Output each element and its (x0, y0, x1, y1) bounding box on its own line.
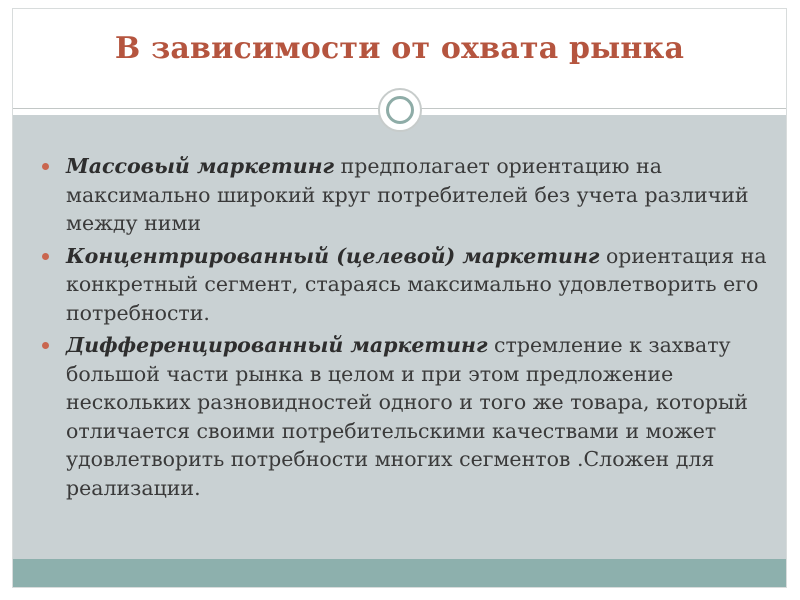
bullet-dot-icon (42, 253, 49, 260)
bullet-item-mass-marketing (38, 152, 768, 238)
bullet-text: предполагает ориентацию на максимально широкий круг потребителей без учета различий между ними (66, 154, 749, 235)
bullet-dot-icon (42, 163, 49, 170)
footer-bar (13, 559, 786, 587)
bullet-text: ориентация на конкретный сегмент, стараясь максимально удовлетворить его потребности. (66, 243, 767, 325)
ring-icon (378, 88, 422, 132)
bullet-text: стремление к захвату большой части рынка в целом и при этом предложение нескольких разновидностей одного и того же товара, который отличается своими потребительскими качествами и может удовлетворить потребности многих сегментов .Сложен для реализации. (66, 333, 748, 500)
bullet-dot-icon (42, 342, 49, 349)
bullet-item-differentiated-marketing (38, 331, 768, 502)
bullet-item-concentrated-marketing (38, 242, 768, 328)
bullet-term: Дифференцированный маркетинг (66, 333, 488, 357)
slide-title: В зависимости от охвата рынка (114, 31, 685, 66)
bullet-term: Концентрированный (целевой) маркетинг (66, 243, 600, 268)
bullet-term: Массовый маркетинг (66, 154, 335, 178)
bullet-list (38, 152, 768, 506)
ring-inner (386, 96, 414, 124)
